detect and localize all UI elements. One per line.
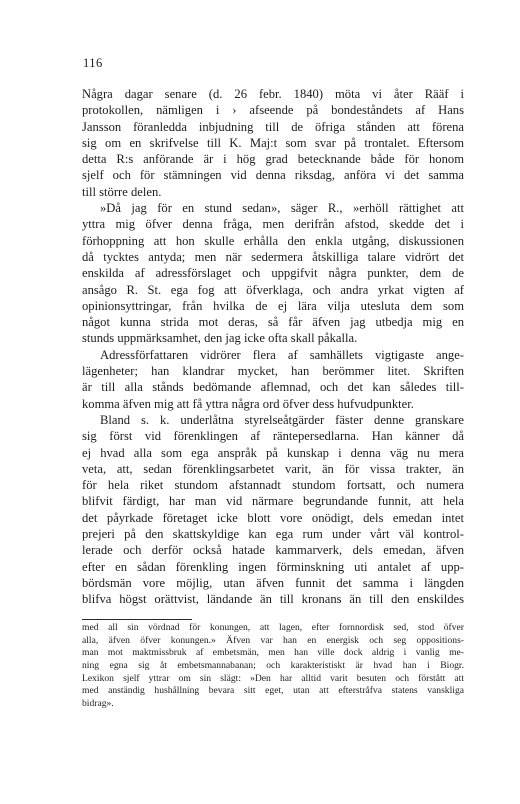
footnote-text xyxy=(82,622,464,711)
body-line: det påyrkade företaget icke blott vore onödigt, dels emedan intet xyxy=(82,510,464,525)
body-line: Några dagar senare (d. 26 febr. 1840) möta vi åter Rääf i xyxy=(82,87,464,101)
body-line: blifvit färdigt, har man vid närmare begrundande funnit, att hela xyxy=(82,494,464,509)
body-line: ansågo R. St. ega fog att öfverklaga, och andra yrkat vigten af xyxy=(82,282,464,297)
body-line: yttra mig öfver denna fråga, men derifrån afstod, skedde det i xyxy=(82,217,464,232)
body-line: enskilda af adressförslaget och uppgifvit några punkter, dem de xyxy=(82,266,464,281)
page-number: 116 xyxy=(83,56,103,70)
body-line: lerade och derför också hatade kammarverk, dels emedan, äfven xyxy=(82,543,464,558)
footnote-divider xyxy=(82,619,192,620)
body-line: detta R:s anförande är i hög grad betecknande både för honom xyxy=(82,152,464,167)
body-line: efter en sådan förenkling ingen förminskning uti antalet af upp- xyxy=(82,559,464,574)
body-line: veta, att, sedan förenklingsarbetet varit, än för vissa trakter, än xyxy=(82,461,464,476)
body-text xyxy=(82,86,464,608)
body-line: blifva högst orättvist, ländande än till kronans än till den enskildes xyxy=(82,592,464,607)
body-line: Jansson föranledda inbjudning till de öfriga stånden att förena xyxy=(82,119,464,134)
footnote-line: ning egna sig åt embetsmannabanan; och karakteristiskt är hvad han i Biogr. xyxy=(82,660,464,672)
body-line: lägenheter; han klandrar mycket, han berömmer litet. Skriften xyxy=(82,364,464,379)
body-line: då tycktes antyda; men när sedermera åtskilliga talare vidrört det xyxy=(82,249,464,264)
body-line: är till alla stånds bedömande aflemnad, och det kan således till- xyxy=(82,380,464,395)
footnote-line: bidrag». xyxy=(82,698,114,710)
body-line: bördsmän vore möjlig, utan äfven funnit det samma i längden xyxy=(82,575,464,590)
body-line: förhoppning att hon skulle erhålla den enkla utgång, diskussionen xyxy=(82,233,464,248)
body-line: till större delen. xyxy=(82,184,162,199)
body-line: sig om en skrifvelse till K. Maj:t som svar på trontalet. Eftersom xyxy=(82,135,464,150)
footnote-line: alla, äfven öfver konungen.» Äfven var han en energisk och seg oppositions- xyxy=(82,634,464,646)
body-line: prejeri på den skattskyldige kan ega rum under vårt väl kontrol- xyxy=(82,527,464,542)
body-line: Adressförfattaren vidrörer flera af samhällets vigtigaste ange- xyxy=(100,347,464,362)
body-line: Bland s. k. underlåtna styrelseåtgärder fäster denne granskare xyxy=(100,412,464,427)
footnote-line: Lexikon sjelf yttrar om sin slägt: »Den har alltid varit besuten och förstått att xyxy=(82,672,464,684)
body-line: ej hvad alla som ega anspråk på kunskap i denna väg nu mera xyxy=(82,445,464,460)
footnote-line: med anständig hushållning bevara sitt eget, utan att efterstråfva statens vanskliga xyxy=(82,685,464,697)
body-line: »Då jag för en stund sedan», säger R., »erhöll rättighet att xyxy=(100,201,464,216)
body-line: något kunna strida mot deras, så får äfven jag utbedja mig en xyxy=(82,315,464,330)
body-line: för hela riket stundom afstannadt stundom fortsatt, och numera xyxy=(82,478,464,493)
body-line: komma äfven mig att få yttra några ord öfver dess hufvudpunkter. xyxy=(82,396,414,411)
body-line: sjelf och för stämningen vid denna riksdag, anföra vi det samma xyxy=(82,168,464,183)
footnote-line: med all sin vördnad för konungen, att lagen, efter fornnordisk sed, stod öfver xyxy=(82,622,464,633)
body-line: sig först vid förenklingen af räntepersedlarna. Han känner då xyxy=(82,429,464,444)
body-line: opinionsyttringar, från hvilka de ej lära vilja utesluta dem som xyxy=(82,298,464,313)
body-line: stunds uppmärksamhet, den jag icke ofta skall påkalla. xyxy=(82,331,358,346)
body-line: protokollen, nämligen i › afseende på bondeståndets af Hans xyxy=(82,103,464,118)
footnote-line: man mot maktmissbruk af embetsmän, men han ville dock aldrig i vanlig me- xyxy=(82,647,464,659)
